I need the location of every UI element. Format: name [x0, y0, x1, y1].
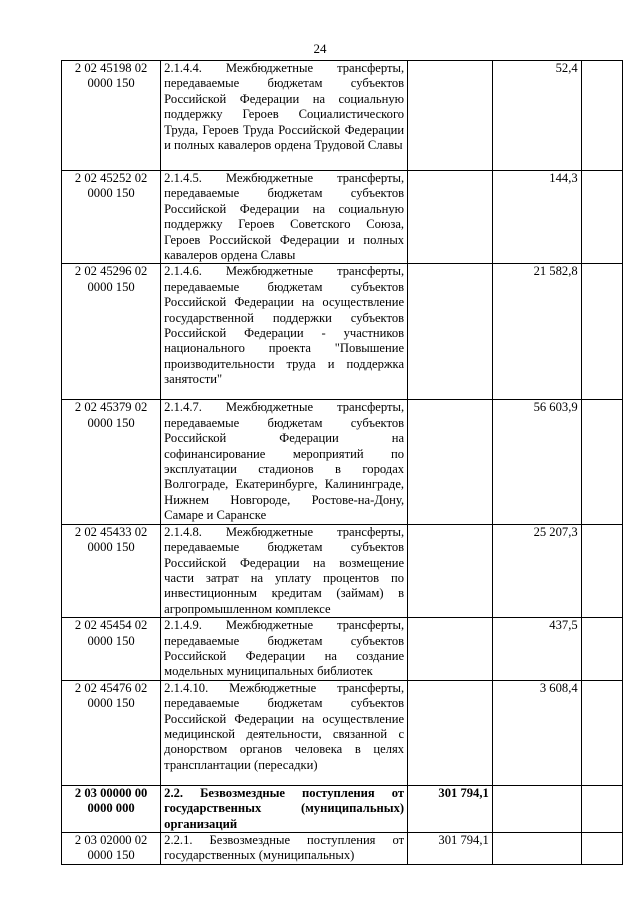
- table-row: [62, 264, 623, 400]
- amount-column-2: [492, 832, 581, 864]
- amount-column-2: 437,5: [492, 618, 581, 681]
- item-description: 2.1.4.6. Межбюджетные трансферты, передаваемые бюджетам субъектов Российской Федерации на осуществление государственной поддержки субъектов Российской Федерации - участников национального проекта "Повышение производительности труда и поддержка занятости": [161, 264, 408, 400]
- amount-column-3: [581, 264, 622, 400]
- amount-column-2: 52,4: [492, 61, 581, 171]
- budget-code: 2 02 45433 02 0000 150: [62, 524, 161, 617]
- item-description: 2.1.4.7. Межбюджетные трансферты, передаваемые бюджетам субъектов Российской Федерации на софинансирование мероприятий по эксплуатации стадионов в городах Волгограде, Екатеринбурге, Калининграде, Нижнем Новгороде, Ростове-на-Дону, Самаре и Саранске: [161, 400, 408, 524]
- budget-code: 2 02 45252 02 0000 150: [62, 171, 161, 264]
- amount-column-3: [581, 400, 622, 524]
- budget-code: 2 02 45379 02 0000 150: [62, 400, 161, 524]
- item-description: 2.1.4.4. Межбюджетные трансферты, передаваемые бюджетам субъектов Российской Федерации на социальную поддержку Героев Социалистического Труда, Героев Труда Российской Федерации и полных кавалеров ордена Трудовой Славы: [161, 61, 408, 171]
- amount-column-2: [492, 785, 581, 832]
- amount-column-2: 21 582,8: [492, 264, 581, 400]
- amount-column-3: [581, 618, 622, 681]
- item-description: 2.1.4.10. Межбюджетные трансферты, передаваемые бюджетам субъектов Российской Федерации на осуществление медицинской деятельности, связанной с донорством органов человека в целях трансплантации (пересадки): [161, 680, 408, 785]
- table-row: [62, 785, 623, 832]
- amount-column-1: [408, 264, 493, 400]
- amount-column-1: 301 794,1: [408, 832, 493, 864]
- budget-code: 2 03 02000 02 0000 150: [62, 832, 161, 864]
- item-description: 2.2.1. Безвозмездные поступления от государственных (муниципальных): [161, 832, 408, 864]
- item-description: 2.2. Безвозмездные поступления от государственных (муниципальных) организаций: [161, 785, 408, 832]
- amount-column-3: [581, 524, 622, 617]
- amount-column-3: [581, 680, 622, 785]
- item-description: 2.1.4.9. Межбюджетные трансферты, передаваемые бюджетам субъектов Российской Федерации на создание модельных муниципальных библиотек: [161, 618, 408, 681]
- table-row: [62, 171, 623, 264]
- amount-column-1: [408, 400, 493, 524]
- amount-column-1: [408, 680, 493, 785]
- amount-column-3: [581, 785, 622, 832]
- table-row: [62, 680, 623, 785]
- amount-column-1: [408, 171, 493, 264]
- table-row: [62, 618, 623, 681]
- table-row: [62, 832, 623, 864]
- table-row: [62, 524, 623, 617]
- budget-code: 2 03 00000 00 0000 000: [62, 785, 161, 832]
- amount-column-1: [408, 618, 493, 681]
- amount-column-2: 25 207,3: [492, 524, 581, 617]
- amount-column-1: [408, 524, 493, 617]
- budget-code: 2 02 45296 02 0000 150: [62, 264, 161, 400]
- budget-code: 2 02 45454 02 0000 150: [62, 618, 161, 681]
- amount-column-2: 3 608,4: [492, 680, 581, 785]
- page-number: 24: [313, 41, 327, 56]
- amount-column-1: [408, 61, 493, 171]
- amount-column-3: [581, 61, 622, 171]
- amount-column-3: [581, 832, 622, 864]
- amount-column-2: 56 603,9: [492, 400, 581, 524]
- budget-table: [61, 60, 623, 865]
- budget-code: 2 02 45198 02 0000 150: [62, 61, 161, 171]
- amount-column-3: [581, 171, 622, 264]
- amount-column-2: 144,3: [492, 171, 581, 264]
- item-description: 2.1.4.8. Межбюджетные трансферты, передаваемые бюджетам субъектов Российской Федерации на возмещение части затрат на уплату процентов по инвестиционным кредитам (займам) в агропромышленном комплексе: [161, 524, 408, 617]
- table-row: [62, 61, 623, 171]
- item-description: 2.1.4.5. Межбюджетные трансферты, передаваемые бюджетам субъектов Российской Федерации на социальную поддержку Героев Советского Союза, Героев Российской Федерации и полных кавалеров ордена Славы: [161, 171, 408, 264]
- table-row: [62, 400, 623, 524]
- amount-column-1: 301 794,1: [408, 785, 493, 832]
- budget-code: 2 02 45476 02 0000 150: [62, 680, 161, 785]
